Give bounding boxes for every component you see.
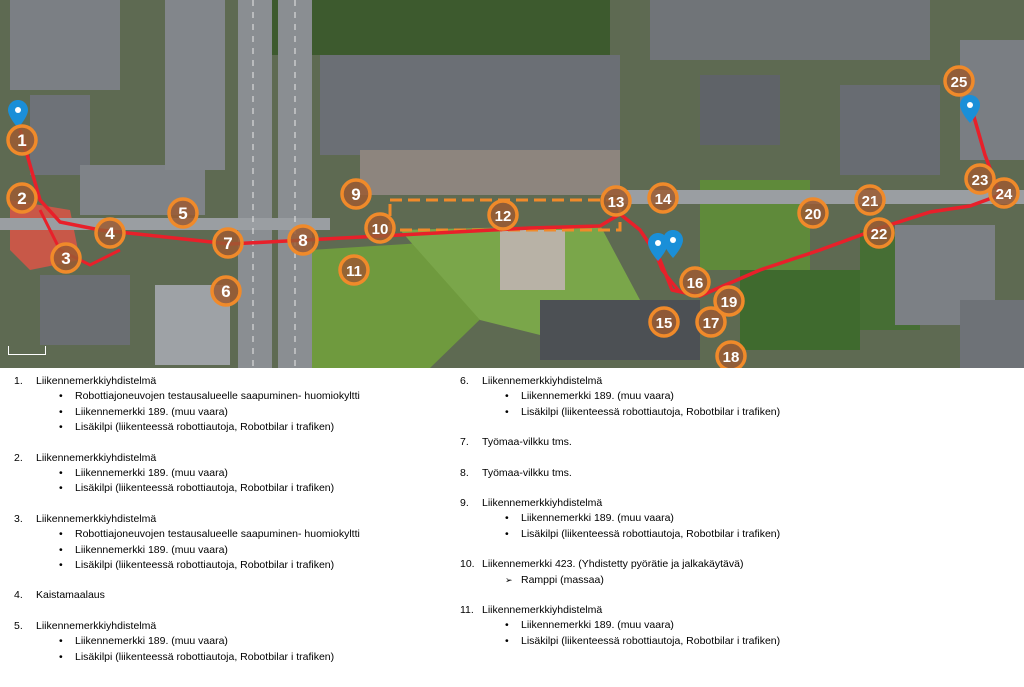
legend-entry: [460, 466, 960, 481]
marker-22[interactable]: [865, 219, 893, 247]
legend-subitem: • Liikennemerkki 189. (muu vaara): [59, 466, 444, 481]
legend-entry-head: [460, 466, 960, 481]
building: [650, 0, 930, 60]
marker-label: 23: [971, 172, 989, 189]
marker-label: 25: [950, 74, 968, 91]
legend-entry-head: [460, 557, 960, 572]
marker-16[interactable]: [681, 268, 709, 296]
marker-11[interactable]: [340, 256, 368, 284]
legend-subitem: • Liikennemerkki 189. (muu vaara): [505, 618, 960, 633]
legend-subitem: • Liikennemerkki 189. (muu vaara): [59, 543, 444, 558]
marker-label: 14: [654, 191, 672, 208]
legend-entry-head: [14, 512, 444, 527]
marker-13[interactable]: [602, 187, 630, 215]
legend-subitem: • Liikennemerkki 189. (muu vaara): [505, 511, 960, 526]
legend-sublist: [460, 511, 960, 542]
plaza: [500, 230, 565, 290]
marker-label: 12: [494, 208, 512, 225]
tree-area: [740, 270, 860, 350]
legend-title: Liikennemerkkiyhdistelmä: [482, 604, 603, 617]
marker-7[interactable]: [214, 229, 242, 257]
legend-sublist: [14, 634, 444, 665]
legend-title: Työmaa-vilkku tms.: [482, 436, 572, 449]
legend-number: 5.: [14, 619, 23, 632]
marker-1[interactable]: [8, 126, 36, 154]
legend-title: Liikennemerkki 423. (Yhdistetty pyörätie ja jalkakäytävä): [482, 558, 744, 571]
legend-entry-head: [460, 603, 960, 618]
legend-number: 9.: [460, 497, 469, 510]
legend-subitem: • Robottiajoneuvojen testausalueelle saapuminen- huomiokyltti: [59, 389, 444, 404]
legend-title: Liikennemerkkiyhdistelmä: [36, 451, 157, 464]
legend-title: Liikennemerkkiyhdistelmä: [36, 375, 157, 387]
marker-2[interactable]: [8, 184, 36, 212]
legend-number: 1.: [14, 375, 23, 387]
legend-title: Liikennemerkkiyhdistelmä: [482, 497, 603, 510]
marker-9[interactable]: [342, 180, 370, 208]
legend-sublist: [460, 389, 960, 420]
marker-label: 20: [804, 206, 822, 223]
marker-6[interactable]: [212, 277, 240, 305]
building: [320, 55, 620, 155]
building: [10, 0, 120, 90]
marker-20[interactable]: [799, 199, 827, 227]
legend-number: 8.: [460, 466, 469, 479]
marker-19[interactable]: [715, 287, 743, 315]
building: [840, 85, 940, 175]
legend-entry-head: [460, 374, 960, 389]
legend-sublist: [14, 466, 444, 497]
building: [960, 300, 1024, 368]
legend-subitem: • Liikennemerkki 189. (muu vaara): [59, 405, 444, 420]
marker-label: 9: [351, 185, 361, 204]
legend-entry: [460, 603, 960, 649]
marker-label: 19: [720, 294, 738, 311]
legend-number: 4.: [14, 589, 23, 602]
building: [165, 0, 225, 170]
marker-10[interactable]: [366, 214, 394, 242]
marker-18[interactable]: [717, 342, 745, 368]
legend-right-column: [460, 374, 960, 664]
legend-subitem: • Robottiajoneuvojen testausalueelle saapuminen- huomiokyltti: [59, 527, 444, 542]
legend-entry: [14, 588, 444, 603]
legend-sublist: [460, 618, 960, 649]
legend-subitem: • Lisäkilpi (liikenteessä robottiautoja, Robotbilar i trafiken): [505, 527, 960, 542]
legend-entry-head: [14, 451, 444, 466]
marker-label: 8: [298, 231, 308, 250]
marker-4[interactable]: [96, 219, 124, 247]
legend-number: 11.: [460, 604, 474, 617]
marker-5[interactable]: [169, 199, 197, 227]
legend-entry-head: [14, 374, 444, 389]
legend-entry-head: [460, 496, 960, 511]
legend-subitem: ➢ Ramppi (massaa): [505, 573, 960, 588]
legend-subitem: • Lisäkilpi (liikenteessä robottiautoja, Robotbilar i trafiken): [59, 481, 444, 496]
legend-entry-head: [14, 588, 444, 603]
legend-number: 3.: [14, 512, 23, 525]
marker-8[interactable]: [289, 226, 317, 254]
legend-entry-head: [14, 619, 444, 634]
marker-label: 6: [221, 282, 231, 301]
building: [40, 275, 130, 345]
building: [360, 150, 620, 195]
legend-entry: [460, 435, 960, 450]
legend-number: 2.: [14, 451, 23, 464]
legend-sublist: [460, 573, 960, 588]
marker-label: 17: [702, 315, 720, 332]
legend-left-column: [14, 374, 444, 680]
marker-label: 22: [870, 226, 888, 243]
building: [30, 95, 90, 175]
legend-entry: [14, 374, 444, 436]
marker-14[interactable]: [649, 184, 677, 212]
marker-label: 1: [17, 131, 27, 150]
legend-title: Liikennemerkkiyhdistelmä: [36, 512, 157, 525]
legend-entry: [460, 374, 960, 420]
legend-subitem: • Lisäkilpi (liikenteessä robottiautoja, Robotbilar i trafiken): [505, 405, 960, 420]
legend-entry: [460, 557, 960, 588]
legend-entry: [14, 451, 444, 497]
marker-3[interactable]: [52, 244, 80, 272]
legend-number: 7.: [460, 436, 469, 449]
marker-21[interactable]: [856, 186, 884, 214]
legend-title: Liikennemerkkiyhdistelmä: [36, 619, 157, 632]
marker-label: 3: [61, 249, 71, 268]
legend-title: Liikennemerkkiyhdistelmä: [482, 375, 603, 387]
marker-15[interactable]: [650, 308, 678, 336]
marker-label: 5: [178, 204, 188, 223]
marker-label: 15: [655, 315, 673, 332]
legend-entry: [460, 496, 960, 542]
legend-subitem: • Lisäkilpi (liikenteessä robottiautoja, Robotbilar i trafiken): [59, 420, 444, 435]
legend-number: 6.: [460, 375, 469, 387]
marker-label: 4: [105, 224, 115, 243]
legend-entry-head: [460, 435, 960, 450]
marker-label: 21: [861, 193, 879, 210]
marker-label: 18: [722, 349, 740, 366]
marker-label: 7: [223, 234, 233, 253]
marker-label: 13: [607, 194, 625, 211]
marker-label: 11: [346, 263, 362, 280]
legend-entry: [14, 512, 444, 574]
building: [700, 75, 780, 145]
legend-entry: [14, 619, 444, 665]
scale-bar: [8, 346, 46, 355]
marker-label: 16: [686, 275, 704, 292]
legend-subitem: • Liikennemerkki 189. (muu vaara): [505, 389, 960, 404]
legend-subitem: • Liikennemerkki 189. (muu vaara): [59, 634, 444, 649]
legend-sublist: [14, 527, 444, 573]
legend-number: 10.: [460, 558, 475, 571]
legend-title: Työmaa-vilkku tms.: [482, 466, 572, 479]
legend-subitem: • Lisäkilpi (liikenteessä robottiautoja, Robotbilar i trafiken): [59, 650, 444, 665]
marker-label: 24: [995, 186, 1013, 203]
legend-subitem: • Lisäkilpi (liikenteessä robottiautoja, Robotbilar i trafiken): [505, 634, 960, 649]
legend-sublist: [14, 389, 444, 435]
marker-label: 10: [371, 221, 389, 238]
legend-title: Kaistamaalaus: [36, 589, 105, 602]
marker-label: 2: [17, 189, 27, 208]
marker-25[interactable]: [945, 67, 973, 95]
road: [238, 0, 272, 368]
legend-subitem: • Lisäkilpi (liikenteessä robottiautoja, Robotbilar i trafiken): [59, 558, 444, 573]
marker-12[interactable]: [489, 201, 517, 229]
marker-24[interactable]: [990, 179, 1018, 207]
